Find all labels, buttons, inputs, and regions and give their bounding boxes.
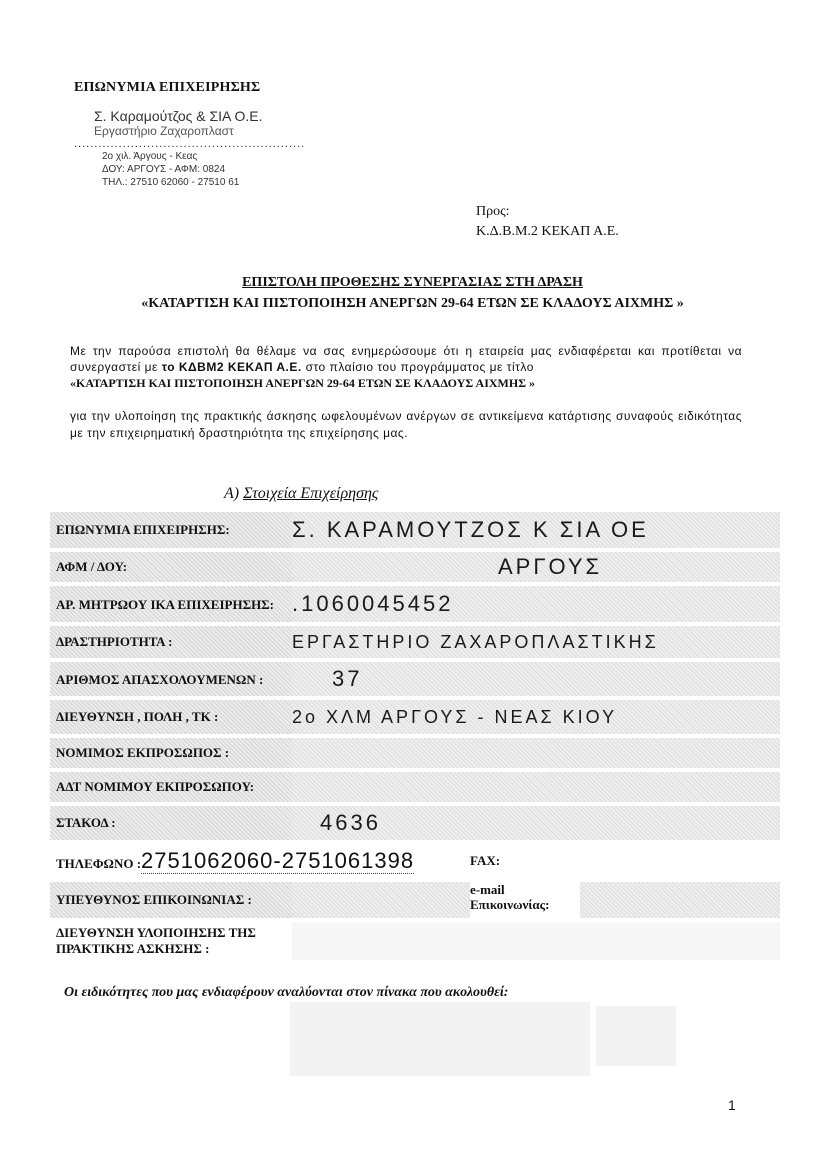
company-heading: ΕΠΩΝΥΜΙΑ ΕΠΙΧΕΙΡΗΣΗΣ xyxy=(74,80,261,95)
table-row xyxy=(50,844,780,878)
purpose-paragraph: για την υλοποίηση της πρακτικής άσκησης ωφελουμένων ανέργων σε αντικείμενα κατάρτισης συναφούς ειδικότητας με την επιχειρηματική δραστηριότητα της επιχείρησης μας. xyxy=(70,409,742,440)
to-recipient: Κ.Δ.Β.Μ.2 ΚΕΚΑΠ Α.Ε. xyxy=(476,224,619,239)
stamp-dotted-line: ......................................................... xyxy=(74,138,306,150)
table-row xyxy=(50,662,780,696)
email-label-line2: Επικοινωνίας: xyxy=(470,897,550,912)
stamp-type: Εργαστήριο Ζαχαροπλαστ xyxy=(94,124,234,138)
section-heading xyxy=(224,485,378,503)
email-label xyxy=(470,882,580,918)
letter-title: ΕΠΙΣΤΟΛΗ ΠΡΟΘΕΣΗΣ ΣΥΝΕΡΓΑΣΙΑΣ ΣΤΗ ΔΡΑΣΗ xyxy=(242,275,583,290)
intro-text-a: Με την παρούσα επιστολή θα θέλαμε να σας ενημερώσουμε ότι η εταιρεία μας ενδιαφέρεται και προτίθεται να συνεργαστεί με xyxy=(70,344,742,374)
table-row xyxy=(50,512,780,548)
program-title: «ΚΑΤΑΡΤΙΣΗ ΚΑΙ ΠΙΣΤΟΠΟΙΗΣΗ ΑΝΕΡΓΩΝ 29-64 ΕΤΩΝ ΣΕ ΚΛΑΔΟΥΣ ΑΙΧΜΗΣ » xyxy=(141,296,684,311)
recipient-block xyxy=(476,202,619,242)
table-row xyxy=(50,922,780,960)
faint-bleedthrough xyxy=(596,1006,676,1066)
table-row xyxy=(50,806,780,840)
phone-field[interactable]: 2751062060-2751061398 xyxy=(141,848,415,873)
rep-id-label: ΑΔΤ ΝΟΜΙΜΟΥ ΕΚΠΡΟΣΩΠΟΥ: xyxy=(50,772,292,802)
address-label: ΔΙΕΥΘΥΝΣΗ , ΠΟΛΗ , ΤΚ : xyxy=(50,700,292,734)
email-label-line1: e-mail xyxy=(470,882,505,897)
rep-field[interactable] xyxy=(292,738,780,768)
intro-program-title: «ΚΑΤΑΡΤΙΣΗ ΚΑΙ ΠΙΣΤΟΠΟΙΗΣΗ ΑΝΕΡΓΩΝ 29-64 ΕΤΩΝ ΣΕ ΚΛΑΔΟΥΣ ΑΙΧΜΗΣ » xyxy=(70,376,536,390)
rep-label: ΝΟΜΙΜΟΣ ΕΚΠΡΟΣΩΠΟΣ : xyxy=(50,738,292,768)
to-label: Προς: xyxy=(476,204,510,219)
employees-label: ΑΡΙΘΜΟΣ ΑΠΑΣΧΟΛΟΥΜΕΝΩΝ : xyxy=(50,662,292,696)
employees-field[interactable]: 37 xyxy=(292,662,780,696)
rep-id-field[interactable] xyxy=(292,772,780,802)
table-row xyxy=(50,882,780,918)
company-stamp xyxy=(74,108,314,189)
phone-row xyxy=(50,844,470,878)
intro-text-b: στο πλαίσιο του προγράμματος με τίτλο xyxy=(301,360,534,374)
company-details-table xyxy=(50,512,780,960)
address-field[interactable]: 2ο ΧΛΜ ΑΡΓΟΥΣ - ΝΕΑΣ ΚΙΟΥ xyxy=(292,700,780,734)
stamp-tax: ΔΟΥ: ΑΡΓΟΥΣ - ΑΦΜ: 0824 xyxy=(102,164,226,175)
stamp-phone: ΤΗΛ.: 27510 62060 - 27510 61 xyxy=(102,177,240,188)
stakod-field[interactable]: 4636 xyxy=(292,806,780,840)
practice-address-field[interactable] xyxy=(292,922,780,960)
faint-bleedthrough xyxy=(290,1002,590,1076)
table-row xyxy=(50,700,780,734)
table-row xyxy=(50,626,780,658)
section-title: Στοιχεία Επιχείρησης xyxy=(243,485,379,502)
fax-field[interactable] xyxy=(580,844,780,878)
page-number: 1 xyxy=(728,1097,736,1113)
phone-label: ΤΗΛΕΦΩΝΟ : xyxy=(56,856,142,871)
table-row xyxy=(50,772,780,802)
intro-text-bold: το ΚΔΒΜ2 ΚΕΚΑΠ Α.Ε. xyxy=(161,360,302,374)
contact-label: ΥΠΕΥΘΥΝΟΣ ΕΠΙΚΟΙΝΩΝΙΑΣ : xyxy=(50,882,292,918)
ika-field[interactable]: .1060045452 xyxy=(292,586,780,622)
contact-field[interactable] xyxy=(292,882,470,918)
ika-label: ΑΡ. ΜΗΤΡΩΟΥ ΙΚΑ ΕΠΙΧΕΙΡΗΣΗΣ: xyxy=(50,586,292,622)
fax-label: FAX: xyxy=(470,844,580,878)
afm-field[interactable]: ΑΡΓΟΥΣ xyxy=(292,552,780,582)
table-row xyxy=(50,552,780,582)
email-field[interactable] xyxy=(580,882,780,918)
stamp-address: 2ο χιλ. Άργους - Κεας xyxy=(102,151,198,162)
company-name-label: ΕΠΩΝΥΜΙΑ ΕΠΙΧΕΙΡΗΣΗΣ: xyxy=(50,512,292,548)
specialties-note: Οι ειδικότητες που μας ενδιαφέρουν αναλύονται στον πίνακα που ακολουθεί: xyxy=(64,985,509,1000)
activity-label: ΔΡΑΣΤΗΡΙΟΤΗΤΑ : xyxy=(50,626,292,658)
stamp-name: Σ. Καραμούτζος & ΣΙΑ Ο.Ε. xyxy=(94,108,263,124)
afm-label: ΑΦΜ / ΔΟΥ: xyxy=(50,552,292,582)
section-prefix: Α) xyxy=(224,485,244,502)
table-row xyxy=(50,586,780,622)
intro-paragraph xyxy=(70,343,742,375)
practice-address-label: ΔΙΕΥΘΥΝΣΗ ΥΛΟΠΟΙΗΣΗΣ ΤΗΣ ΠΡΑΚΤΙΚΗΣ ΑΣΚΗΣΗΣ : xyxy=(50,922,292,960)
stakod-label: ΣΤΑΚΟΔ : xyxy=(50,806,292,840)
company-name-field[interactable]: Σ. ΚΑΡΑΜΟΥΤΖΟΣ Κ ΣΙΑ ΟΕ xyxy=(292,512,780,548)
table-row xyxy=(50,738,780,768)
activity-field[interactable]: ΕΡΓΑΣΤΗΡΙΟ ΖΑΧΑΡΟΠΛΑΣΤΙΚΗΣ xyxy=(292,626,780,658)
